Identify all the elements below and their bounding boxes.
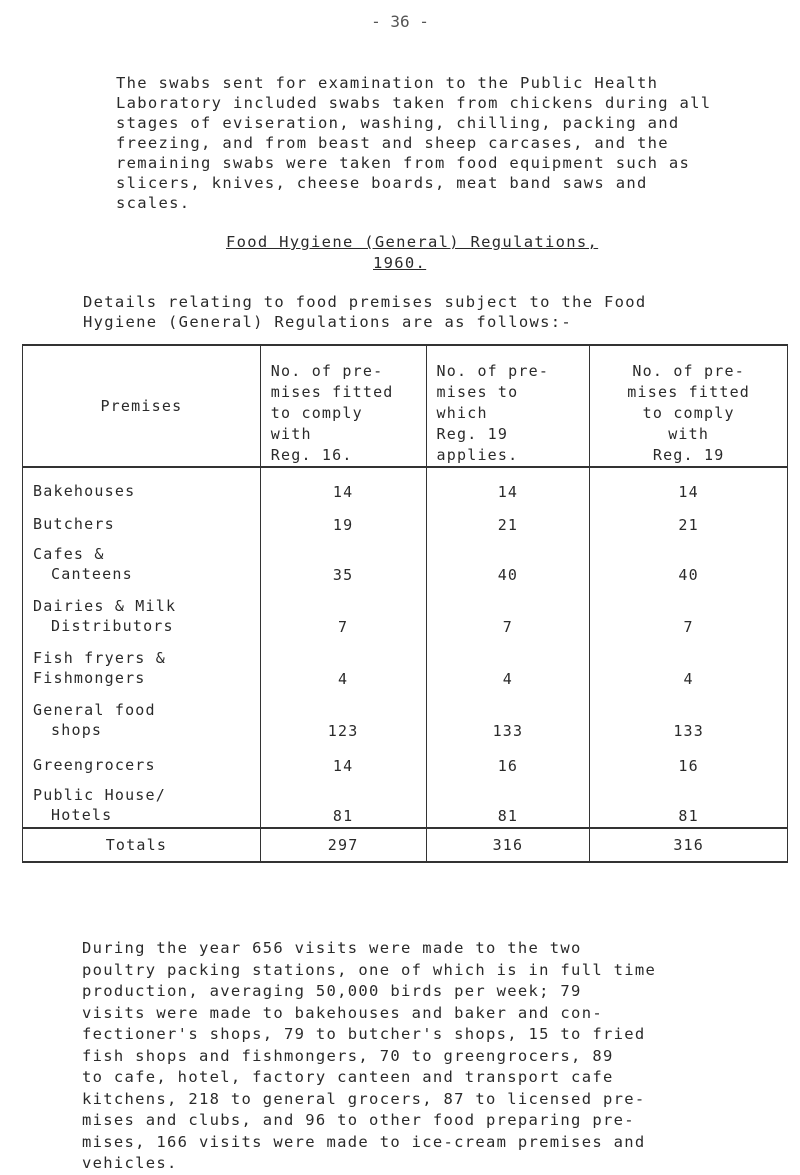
table-row (23, 467, 788, 501)
reg16-fitted-value: 81 (260, 775, 426, 828)
premises-name-line1: Fish fryers & (33, 649, 166, 667)
premises-name (23, 638, 261, 690)
premises-name-line1: Butchers (33, 515, 115, 533)
section-heading-line2: 1960. (373, 254, 427, 272)
premises-name-line2: Canteens (51, 565, 133, 583)
reg19-applies-value: 133 (426, 690, 590, 742)
reg19-applies-value: 16 (426, 742, 590, 775)
reg19-fitted-value: 16 (590, 742, 788, 775)
reg19-applies-value: 7 (426, 586, 590, 638)
intro-paragraph: The swabs sent for examination to the Public Health Laboratory included swabs taken from chickens during all stages of eviseration, washing, chilling, packing and freezing, and from beast and sheep carcases, and the remaining swabs were taken from food equipment such as slicers, knives, cheese boards, meat band saws and scales. (116, 74, 712, 212)
reg19-applies-value: 40 (426, 534, 590, 586)
premises-name (23, 534, 261, 586)
table-row (23, 775, 788, 828)
totals-row (23, 828, 788, 862)
total-reg19-applies: 316 (426, 828, 590, 862)
reg16-fitted-value: 14 (260, 467, 426, 501)
reg19-applies-value: 4 (426, 638, 590, 690)
premises-name-line1: Public House/ (33, 786, 166, 804)
premises-name-line2: Distributors (51, 617, 174, 635)
reg16-fitted-value: 4 (260, 638, 426, 690)
reg19-fitted-value: 40 (590, 534, 788, 586)
premises-name-line2: shops (51, 721, 103, 739)
premises-name (23, 690, 261, 742)
premises-name-line1: Cafes & (33, 545, 105, 563)
reg19-applies-value: 81 (426, 775, 590, 828)
reg19-applies-value: 21 (426, 501, 590, 534)
premises-name-line1: Dairies & Milk (33, 597, 177, 615)
premises-name (23, 775, 261, 828)
reg16-fitted-value: 14 (260, 742, 426, 775)
reg19-fitted-value: 21 (590, 501, 788, 534)
table-row (23, 690, 788, 742)
header-reg19-fitted-label: No. of pre- mises fitted to comply with Reg. 19 (627, 362, 751, 464)
page-number: - 36 - (371, 12, 429, 31)
table-header-row (23, 345, 788, 467)
table-row (23, 534, 788, 586)
header-reg19-applies-label: No. of pre- mises to which Reg. 19 applies. (436, 362, 550, 464)
header-reg16-fitted (260, 345, 426, 467)
premises-name-line2: Fishmongers (33, 669, 146, 687)
premises-name-line1: Bakehouses (33, 482, 136, 500)
totals-label: Totals (23, 828, 261, 862)
reg16-fitted-value: 35 (260, 534, 426, 586)
reg19-fitted-value: 14 (590, 467, 788, 501)
reg19-fitted-value: 81 (590, 775, 788, 828)
reg19-fitted-value: 7 (590, 586, 788, 638)
section-heading (226, 232, 646, 274)
total-reg16-fitted: 297 (260, 828, 426, 862)
premises-name (23, 501, 261, 534)
premises-name-line2: Hotels (51, 806, 113, 824)
reg19-fitted-value: 4 (590, 638, 788, 690)
table-row (23, 586, 788, 638)
premises-table (22, 344, 788, 863)
premises-name-line1: Greengrocers (33, 756, 156, 774)
header-reg19-applies (426, 345, 590, 467)
reg16-fitted-value: 123 (260, 690, 426, 742)
reg19-fitted-value: 133 (590, 690, 788, 742)
premises-name (23, 742, 261, 775)
total-reg19-fitted: 316 (590, 828, 788, 862)
closing-paragraph: During the year 656 visits were made to the two poultry packing stations, one of which is in full time production, averaging 50,000 birds per week; 79 visits were made to bakehouses and baker and con- fectioner's shops, 79 to butcher's shops, 15 to fried fish shops and fishmongers, 70 to greengrocers, 89 to cafe, hotel, factory canteen and transport cafe kitchens, 218 to general grocers, 87 to licensed pre- mises and clubs, and 96 to other food preparing pre- mises, 166 visits were made to ice-cream premises and vehicles. (82, 939, 657, 1172)
premises-name (23, 467, 261, 501)
header-reg19-fitted (590, 345, 788, 467)
section-heading-line1: Food Hygiene (General) Regulations, (226, 233, 599, 251)
details-paragraph: Details relating to food premises subject to the Food Hygiene (General) Regulations are as follows:- (83, 293, 647, 331)
reg16-fitted-value: 7 (260, 586, 426, 638)
table-row (23, 638, 788, 690)
table-row (23, 501, 788, 534)
premises-name (23, 586, 261, 638)
header-reg16-fitted-label: No. of pre- mises fitted to comply with Reg. 16. (270, 362, 394, 464)
header-premises (23, 345, 261, 467)
table-row (23, 742, 788, 775)
reg16-fitted-value: 19 (260, 501, 426, 534)
premises-name-line1: General food (33, 701, 156, 719)
reg19-applies-value: 14 (426, 467, 590, 501)
header-premises-label: Premises (100, 396, 183, 415)
